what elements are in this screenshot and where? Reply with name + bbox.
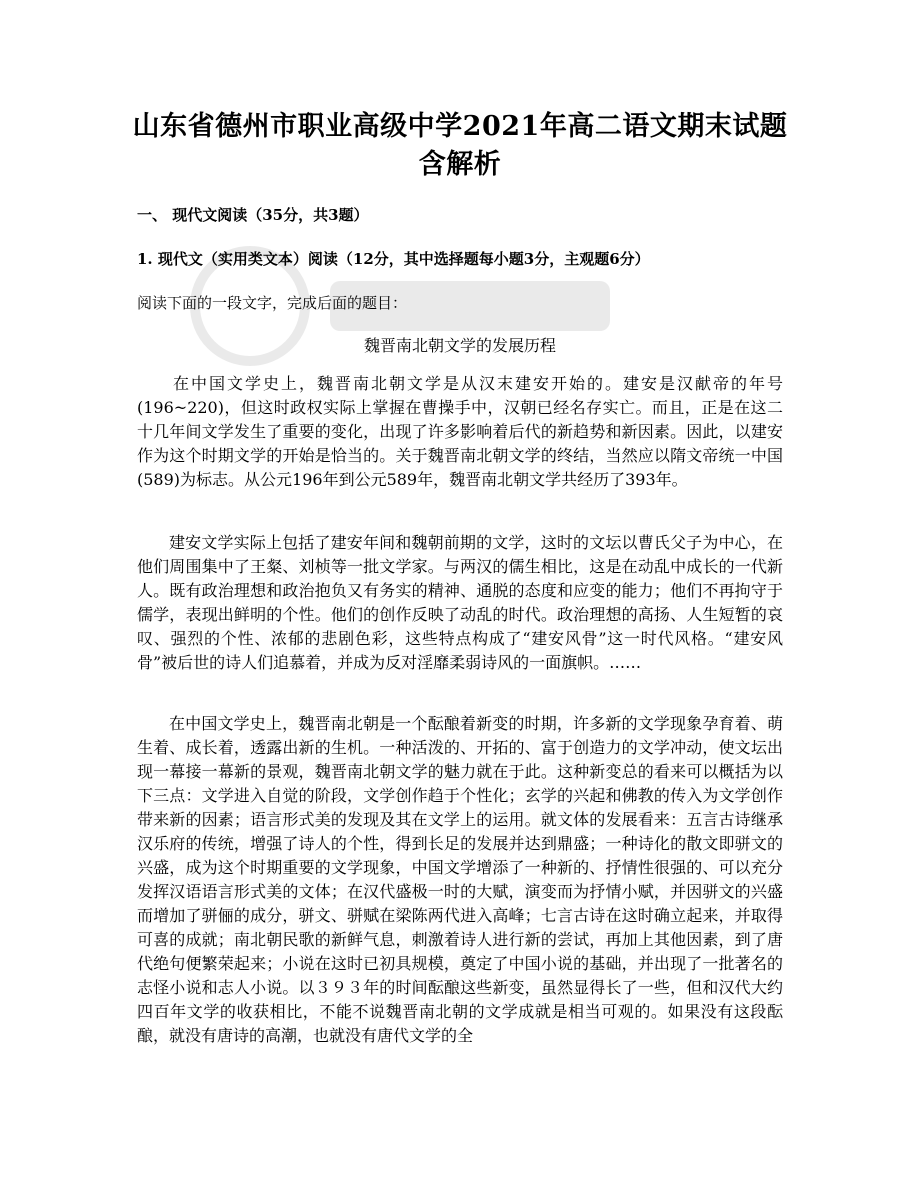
title-line-2: 含解析 bbox=[418, 149, 502, 180]
instruction-text: 阅读下面的一段文字，完成后面的题目： bbox=[137, 294, 408, 312]
title-line-1: 山东省德州市职业高级中学2021年高二语文期末试题 bbox=[132, 111, 788, 142]
section-heading: 一、 现代文阅读（35分，共3题） bbox=[137, 206, 369, 224]
article-title: 魏晋南北朝文学的发展历程 bbox=[363, 336, 556, 355]
paragraph-3: 在中国文学史上，魏晋南北朝是一个酝酿着新变的时期，许多新的文学现象孕育着、萌生着、成长着，透露出新的生机。一种活泼的、开拓的、富于创造力的文学冲动，使文坛出现一幕接一幕新的景观，魏晋南北朝文学的魅力就在于此。这种新变总的看来可以概括为以下三点：文学进入自觉的阶段，文学创作趋于个性化；玄学的兴起和佛教的传入为文学创作带来新的因素；语言形式美的发现及其在文学上的运用。就文体的发展看来：五言古诗继承汉乐府的传统，增强了诗人的个性，得到长足的发展并达到鼎盛；一种诗化的散文即骈文的兴盛，成为这个时期重要的文学现象，中国文学增添了一种新的、抒情性很强的、可以充分发挥汉语语言形式美的文体；在汉代盛极一时的大赋，演变而为抒情小赋，并因骈文的兴盛而增加了骈俪的成分，骈文、骈赋在梁陈两代进入高峰；七言古诗在这时确立起来，并取得可喜的成就；南北朝民歌的新鲜气息，刺激着诗人进行新的尝试，再加上其他因素，到了唐代绝句便繁荣起来；小说在这时已初具规模，奠定了中国小说的基础，并出现了一批著名的志怪小说和志人小说。以３９３年的时间酝酿这些新变，虽然显得长了一些，但和汉代大约四百年文学的收获相比，不能不说魏晋南北朝的文学成就是相当可观的。如果没有这段酝酿，就没有唐诗的高潮，也就没有唐代文学的全 bbox=[137, 714, 783, 1045]
question-heading: 1. 现代文（实用类文本）阅读（12分，其中选择题每小题3分，主观题6分） bbox=[137, 250, 650, 268]
paragraph-2: 建安文学实际上包括了建安年间和魏朝前期的文学，这时的文坛以曹氏父子为中心，在他们周围集中了王粲、刘桢等一批文学家。与两汉的儒生相比，这是在动乱中成长的一代新人。既有政治理想和政治抱负又有务实的精神、通脱的态度和应变的能力；他们不再拘守于儒学，表现出鲜明的个性。他们的创作反映了动乱的时代。政治理想的高扬、人生短暂的哀叹、强烈的个性、浓郁的悲剧色彩，这些特点构成了“建安风骨”这一时代风格。“建安风骨”被后世的诗人们追慕着，并成为反对淫靡柔弱诗风的一面旗帜。…… bbox=[137, 533, 783, 672]
document-title bbox=[100, 108, 820, 184]
paragraph-1: 在中国文学史上，魏晋南北朝文学是从汉末建安开始的。建安是汉献帝的年号(196~220)，但这时政权实际上掌握在曹操手中，汉朝已经名存实亡。而且，正是在这二十几年间文学发生了重要的变化，出现了许多影响着后代的新趋势和新因素。因此，以建安作为这个时期文学的开始是恰当的。关于魏晋南北朝文学的终结，当然应以隋文帝统一中国(589)为标志。从公元196年到公元589年，魏晋南北朝文学共经历了393年。 bbox=[137, 374, 783, 489]
